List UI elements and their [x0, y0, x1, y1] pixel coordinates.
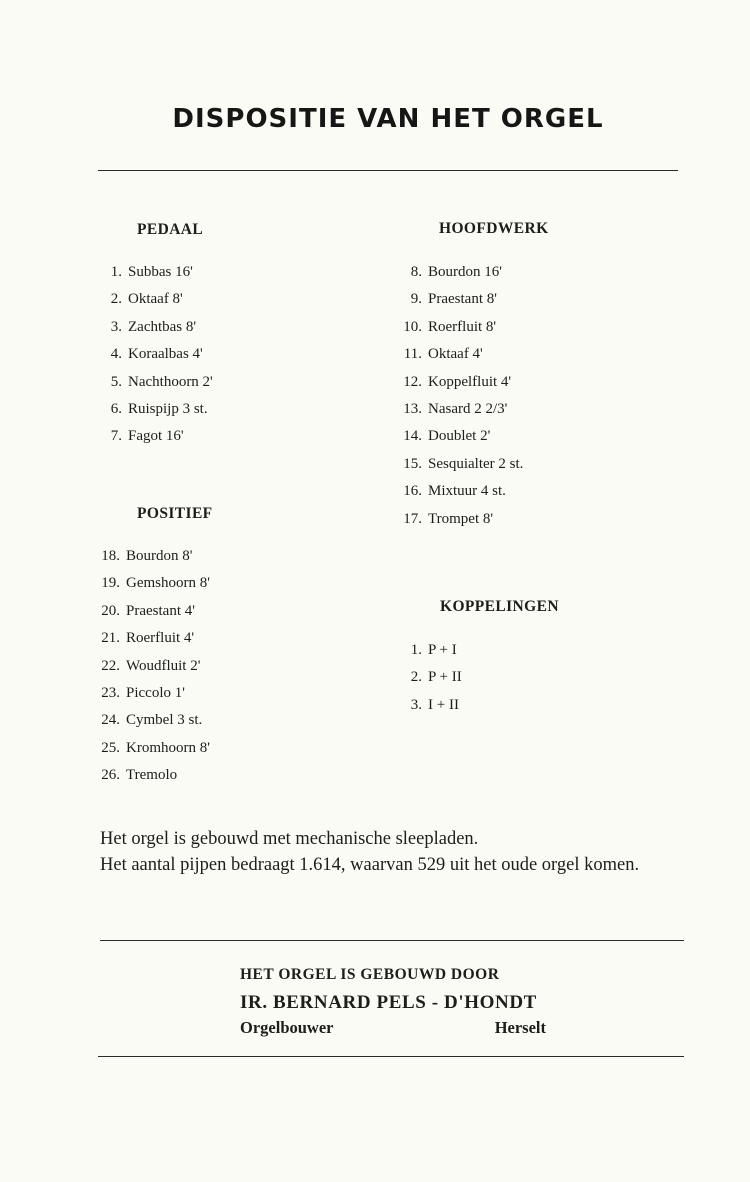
stop-name: Nasard 2 2/3'	[428, 400, 508, 417]
stop-item	[98, 399, 213, 426]
stop-item	[394, 481, 523, 508]
stop-item	[98, 317, 213, 344]
stop-number: 19.	[101, 575, 120, 592]
stop-item	[98, 262, 213, 289]
note-line-1: Het orgel is gebouwd met mechanische sleepladen.	[100, 829, 479, 849]
stop-item	[92, 710, 210, 737]
positief-heading: POSITIEF	[137, 505, 213, 522]
stop-name: Oktaaf 4'	[428, 346, 483, 363]
positief-stop-list	[92, 546, 210, 793]
builder-place: Herselt	[494, 1018, 546, 1037]
stop-name: Woudfluit 2'	[126, 657, 201, 674]
pedaal-stop-list	[98, 262, 213, 454]
note-divider	[100, 940, 684, 941]
stop-number: 9.	[410, 291, 422, 308]
stop-item	[92, 601, 210, 628]
stop-number: 15.	[403, 455, 422, 472]
stop-name: Fagot 16'	[128, 428, 184, 445]
stop-item	[394, 372, 523, 399]
coupler-item	[394, 640, 462, 667]
coupler-item	[394, 667, 462, 694]
coupler-name: P + II	[428, 669, 462, 686]
stop-number: 7.	[110, 428, 122, 445]
stop-number: 10.	[403, 318, 422, 335]
coupler-number: 3.	[410, 696, 422, 713]
footer-divider	[98, 1056, 684, 1057]
stop-item	[98, 289, 213, 316]
stop-number: 1.	[110, 264, 122, 280]
stop-item	[394, 289, 523, 316]
stop-number: 16.	[403, 483, 422, 500]
stop-item	[92, 628, 210, 655]
stop-name: Praestant 4'	[126, 602, 195, 619]
stop-item	[92, 683, 210, 710]
stop-number: 20.	[101, 602, 120, 619]
builder-intro: HET ORGEL IS GEBOUWD DOOR	[240, 966, 500, 983]
stop-item	[92, 765, 210, 792]
builder-role-place	[240, 1018, 546, 1044]
stop-number: 12.	[403, 373, 422, 390]
coupler-number: 2.	[410, 669, 422, 686]
stop-name: Trompet 8'	[428, 510, 494, 527]
stop-number: 8.	[410, 264, 422, 280]
stop-name: Gemshoorn 8'	[126, 575, 210, 592]
builder-name: IR. BERNARD PELS - D'HONDT	[240, 992, 537, 1013]
stop-name: Sesquialter 2 st.	[428, 455, 524, 472]
stop-item	[98, 372, 213, 399]
stop-number: 24.	[101, 712, 120, 729]
builder-block	[240, 966, 546, 1044]
stop-name: Ruispijp 3 st.	[128, 400, 208, 417]
stop-item	[394, 344, 523, 371]
hoofdwerk-stop-list	[394, 262, 523, 536]
stop-name: Nachthoorn 2'	[128, 373, 213, 390]
stop-number: 17.	[403, 510, 422, 527]
stop-name: Bourdon 16'	[428, 264, 502, 280]
stop-item	[394, 454, 523, 481]
stop-item	[98, 344, 213, 371]
stop-number: 25.	[101, 739, 120, 756]
coupler-number: 1.	[410, 642, 422, 658]
stop-number: 3.	[110, 318, 122, 335]
stop-name: Roerfluit 8'	[428, 318, 497, 335]
stop-item	[394, 317, 523, 344]
stop-name: Oktaaf 8'	[128, 291, 183, 308]
page-title: DISPOSITIE VAN HET ORGEL	[172, 104, 604, 134]
pedaal-heading: PEDAAL	[137, 221, 204, 238]
stop-number: 18.	[101, 548, 120, 564]
koppelingen-heading: KOPPELINGEN	[440, 598, 559, 615]
builder-role: Orgelbouwer	[240, 1018, 334, 1037]
stop-number: 5.	[110, 373, 122, 390]
stop-item	[394, 426, 523, 453]
coupler-name: P + I	[428, 642, 457, 658]
stop-name: Subbas 16'	[128, 264, 193, 280]
coupler-name: I + II	[428, 696, 459, 713]
note-line-2: Het aantal pijpen bedraagt 1.614, waarvan 529 uit het oude orgel komen.	[100, 855, 640, 875]
stop-name: Praestant 8'	[428, 291, 497, 308]
construction-note	[100, 826, 686, 878]
stop-item	[394, 262, 523, 289]
stop-number: 14.	[403, 428, 422, 445]
title-divider	[98, 170, 678, 171]
stop-name: Cymbel 3 st.	[126, 712, 203, 729]
stop-item	[92, 656, 210, 683]
stop-name: Koraalbas 4'	[128, 346, 203, 363]
stop-name: Mixtuur 4 st.	[428, 483, 506, 500]
koppelingen-list	[394, 640, 462, 722]
stop-item	[92, 573, 210, 600]
stop-name: Doublet 2'	[428, 428, 491, 445]
stop-number: 4.	[110, 346, 122, 363]
stop-name: Koppelfluit 4'	[428, 373, 512, 390]
stop-number: 2.	[110, 291, 122, 308]
stop-number: 6.	[110, 400, 122, 417]
stop-item	[394, 399, 523, 426]
stop-number: 11.	[403, 346, 422, 363]
stop-name: Zachtbas 8'	[128, 318, 197, 335]
stop-item	[92, 546, 210, 573]
coupler-item	[394, 695, 462, 722]
stop-name: Piccolo 1'	[126, 684, 185, 701]
hoofdwerk-heading: HOOFDWERK	[439, 220, 549, 237]
stop-number: 23.	[101, 684, 120, 701]
stop-number: 13.	[403, 400, 422, 417]
stop-name: Tremolo	[126, 767, 178, 784]
stop-name: Roerfluit 4'	[126, 630, 195, 647]
stop-number: 22.	[101, 657, 120, 674]
stop-item	[98, 426, 213, 453]
stop-name: Bourdon 8'	[126, 548, 193, 564]
stop-item	[394, 509, 523, 536]
stop-name: Kromhoorn 8'	[126, 739, 210, 756]
stop-item	[92, 738, 210, 765]
stop-number: 26.	[101, 767, 120, 784]
stop-number: 21.	[101, 630, 120, 647]
